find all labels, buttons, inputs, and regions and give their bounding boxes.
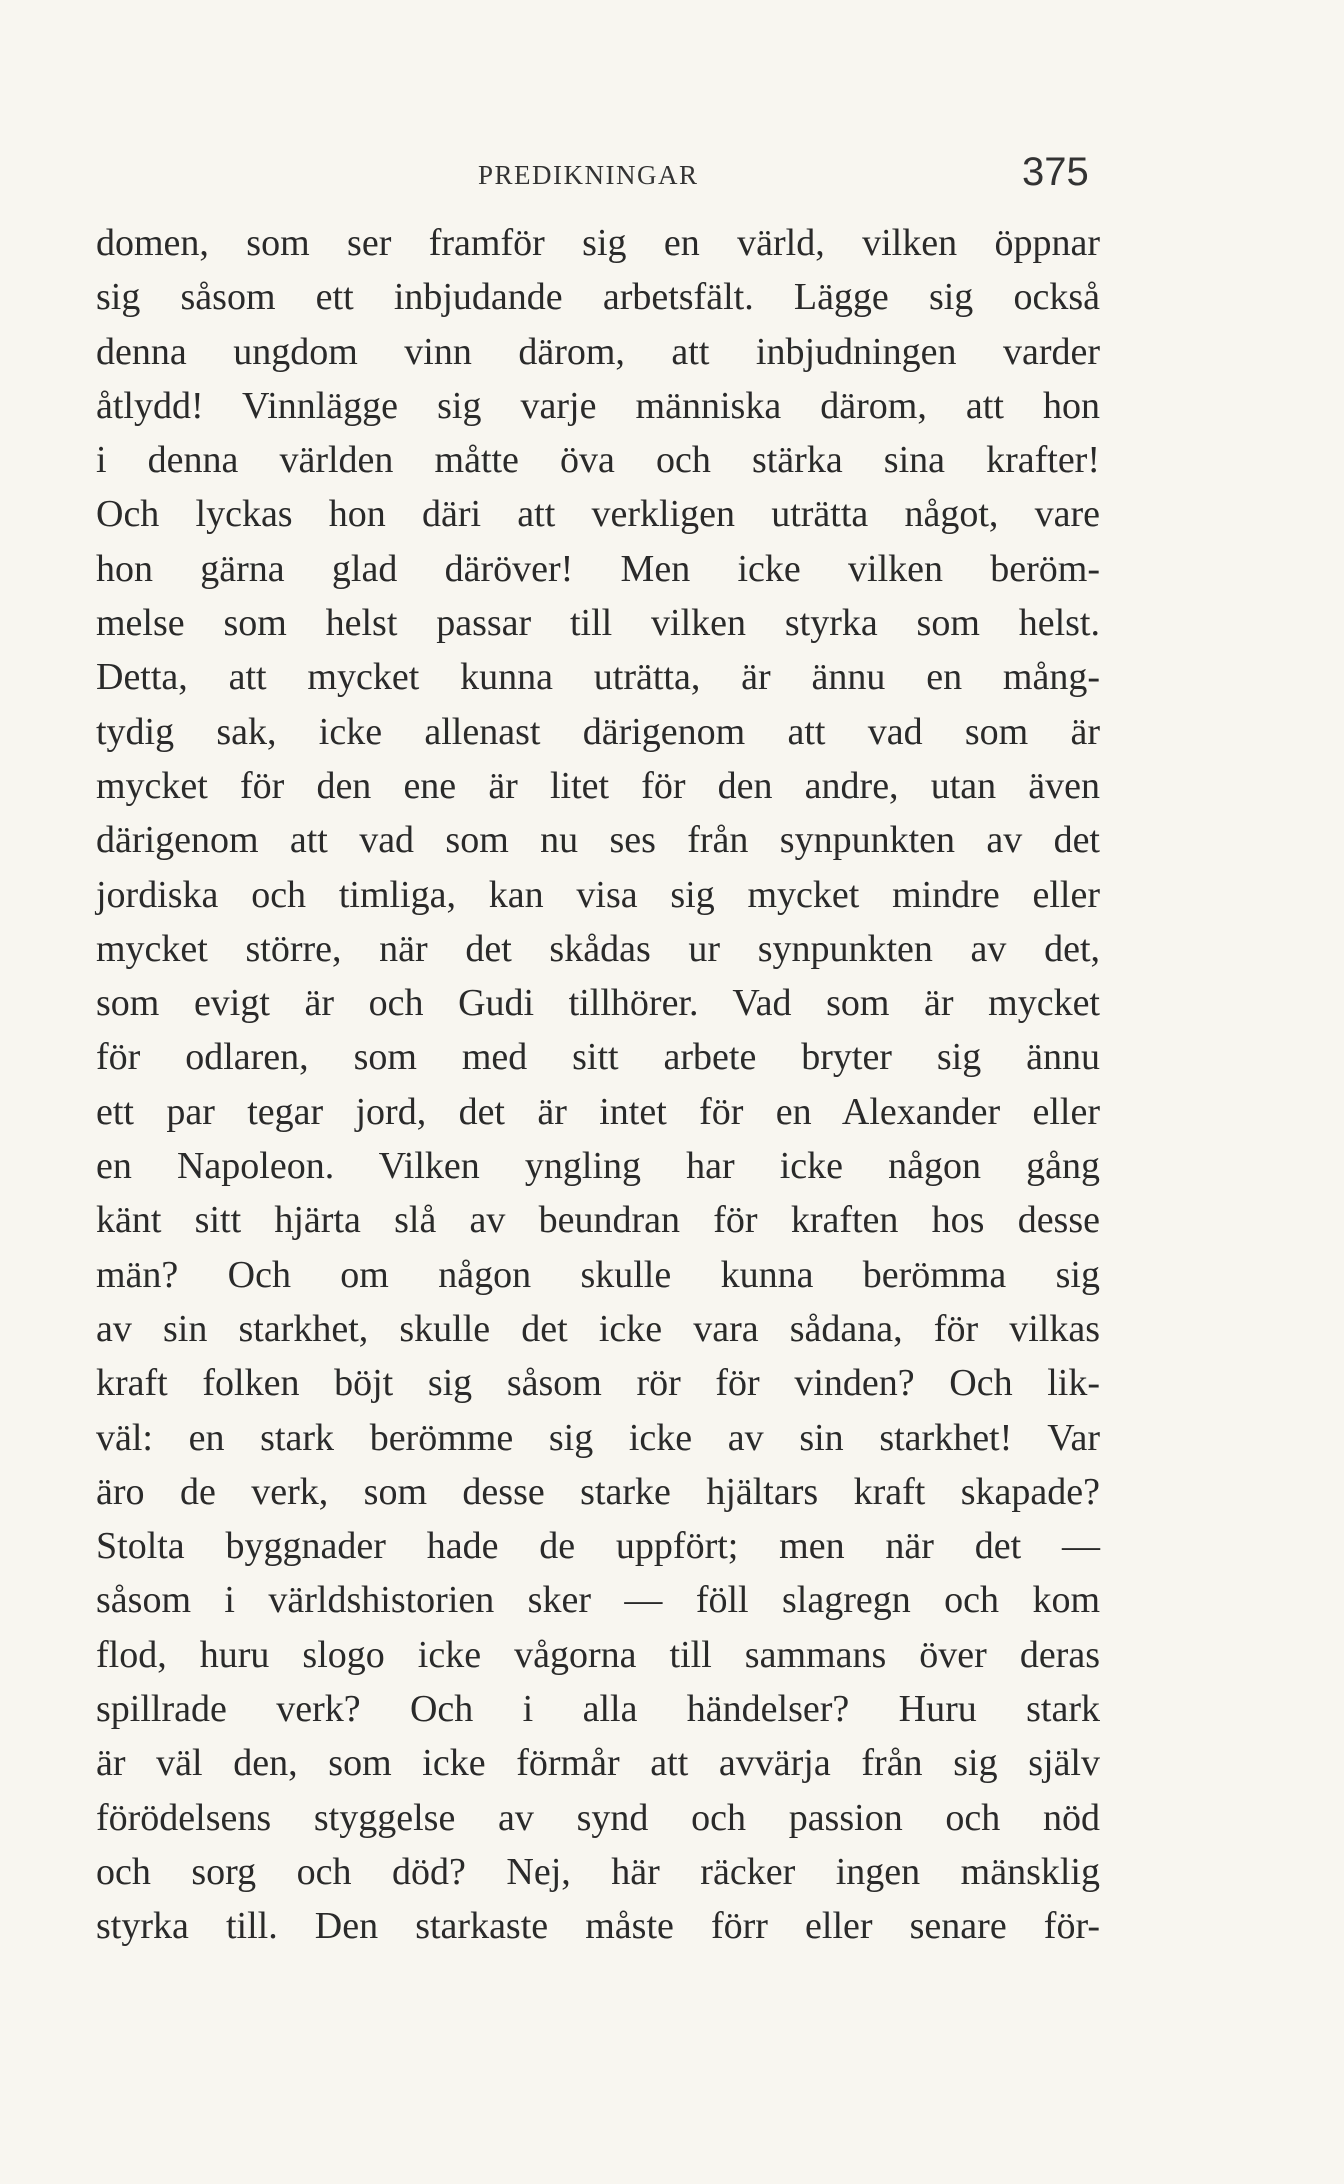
text-line: och sorg och död? Nej, här räcker ingen mänsklig xyxy=(96,1850,1100,1893)
text-line: som evigt är och Gudi tillhörer. Vad som är mycket xyxy=(96,982,1100,1025)
page-header xyxy=(0,150,1344,200)
text-line: melse som helst passar till vilken styrka som helst. xyxy=(96,602,1100,645)
text-line: i denna världen måtte öva och stärka sina krafter! xyxy=(96,439,1100,482)
text-line: domen, som ser framför sig en värld, vilken öppnar xyxy=(96,222,1100,264)
text-line: förödelsens styggelse av synd och passion och nöd xyxy=(96,1796,1100,1839)
body-text xyxy=(96,216,1100,1954)
text-line: flod, huru slogo icke vågorna till sammans över deras xyxy=(96,1633,1100,1676)
text-line: åtlydd! Vinnlägge sig varje människa därom, att hon xyxy=(96,384,1100,427)
text-line: känt sitt hjärta slå av beundran för kraften hos desse xyxy=(96,1199,1100,1242)
text-line: sig såsom ett inbjudande arbetsfält. Lägge sig också xyxy=(96,276,1100,319)
text-line: för odlaren, som med sitt arbete bryter sig ännu xyxy=(96,1036,1100,1079)
text-line: män? Och om någon skulle kunna berömma sig xyxy=(96,1253,1100,1296)
text-line: mycket större, när det skådas ur synpunkten av det, xyxy=(96,927,1100,970)
text-line: Och lyckas hon däri att verkligen uträtta något, vare xyxy=(96,493,1100,536)
text-line: Stolta byggnader hade de uppfört; men när det — xyxy=(96,1525,1100,1568)
text-line: hon gärna glad däröver! Men icke vilken beröm- xyxy=(96,547,1100,590)
text-line: styrka till. Den starkaste måste förr eller senare för- xyxy=(96,1905,1100,1948)
text-line: jordiska och timliga, kan visa sig mycket mindre eller xyxy=(96,873,1100,916)
text-line: väl: en stark berömme sig icke av sin starkhet! Var xyxy=(96,1416,1100,1459)
text-line: kraft folken böjt sig såsom rör för vinden? Och lik- xyxy=(96,1362,1100,1405)
text-line: en Napoleon. Vilken yngling har icke någon gång xyxy=(96,1145,1100,1188)
text-line: äro de verk, som desse starke hjältars kraft skapade? xyxy=(96,1470,1100,1513)
text-line: därigenom att vad som nu ses från synpunkten av det xyxy=(96,819,1100,862)
text-line: är väl den, som icke förmår att avvärja från sig själv xyxy=(96,1742,1100,1785)
text-line: mycket för den ene är litet för den andre, utan även xyxy=(96,764,1100,807)
text-line: Detta, att mycket kunna uträtta, är ännu en mång- xyxy=(96,656,1100,699)
running-head: PREDIKNINGAR xyxy=(478,160,699,190)
page-number: 375 xyxy=(1022,150,1089,194)
text-line: denna ungdom vinn därom, att inbjudningen varder xyxy=(96,330,1100,373)
text-line: av sin starkhet, skulle det icke vara sådana, för vilkas xyxy=(96,1307,1100,1350)
text-line: ett par tegar jord, det är intet för en Alexander eller xyxy=(96,1090,1100,1133)
text-line: såsom i världshistorien sker — föll slagregn och kom xyxy=(96,1579,1100,1622)
text-line: tydig sak, icke allenast därigenom att vad som är xyxy=(96,710,1100,753)
text-line: spillrade verk? Och i alla händelser? Huru stark xyxy=(96,1688,1100,1731)
